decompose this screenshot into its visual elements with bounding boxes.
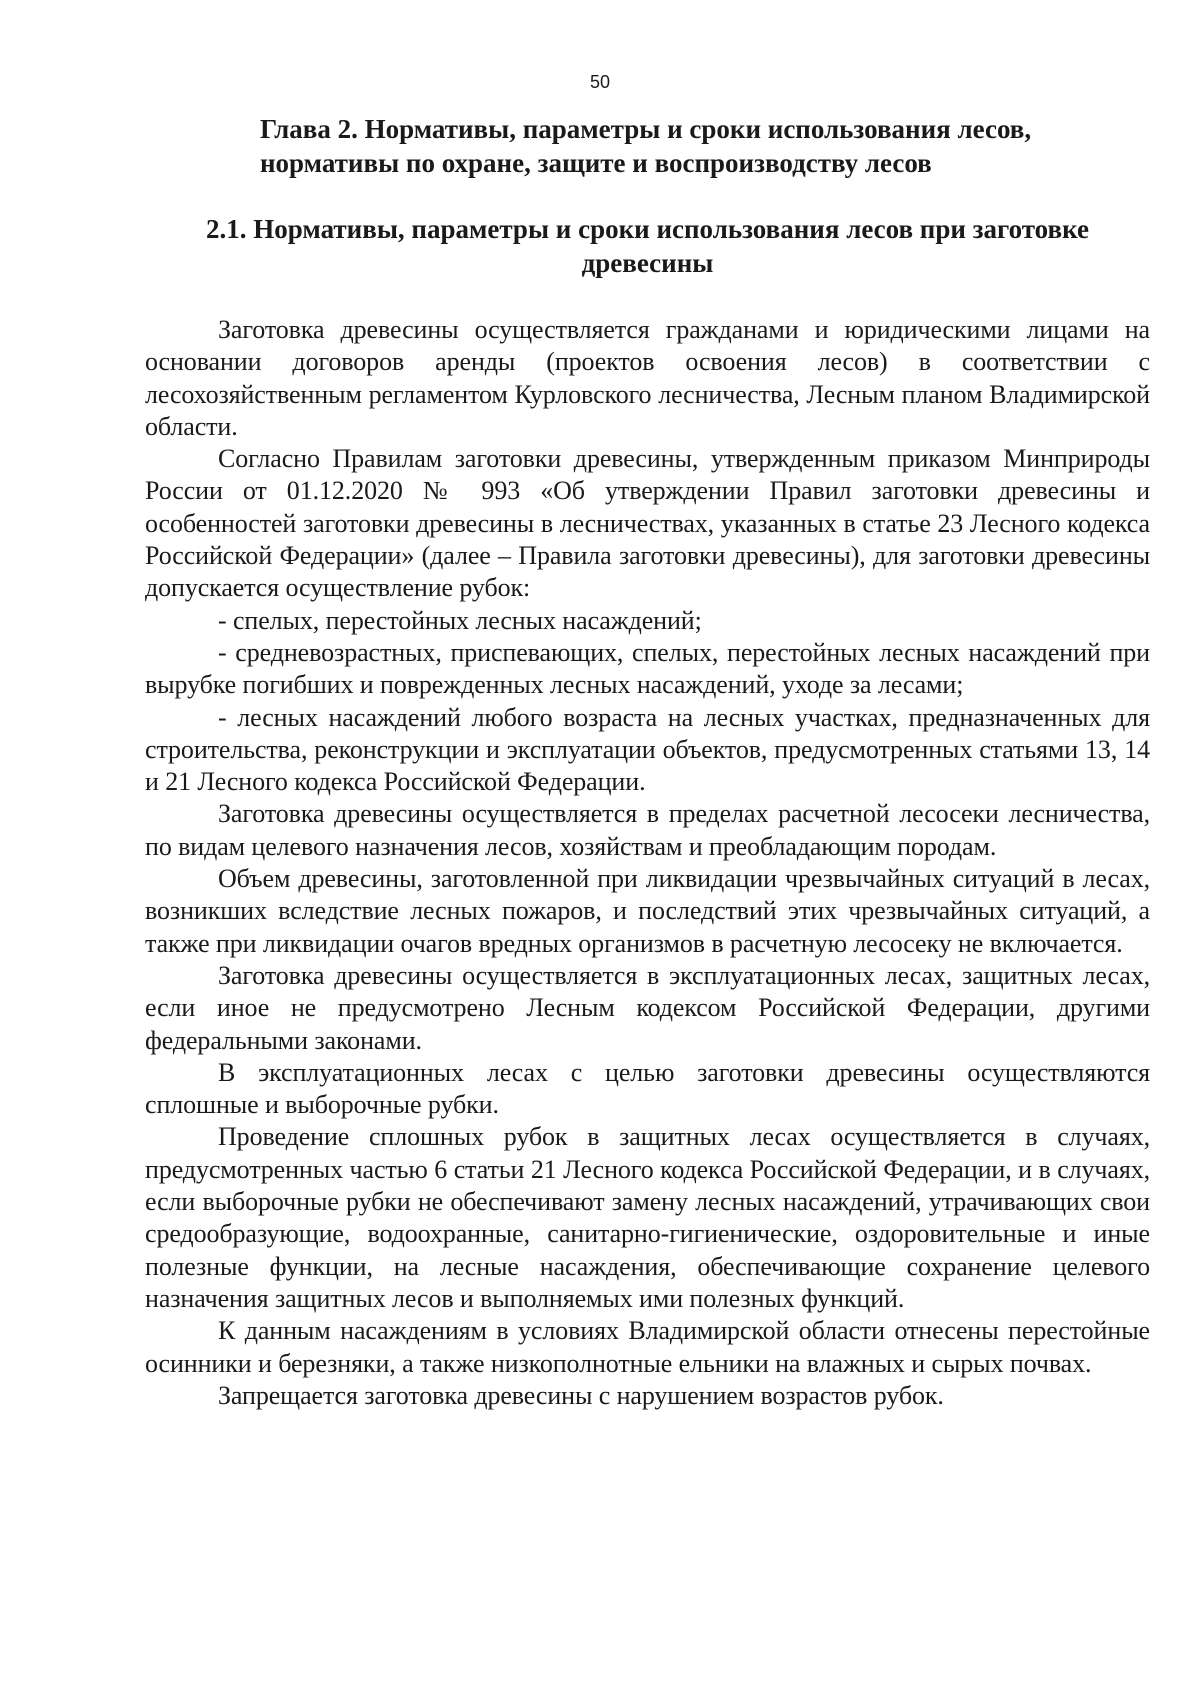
- paragraph: Объем древесины, заготовленной при ликвидации чрезвычайных ситуаций в лесах, возникших вследствие лесных пожаров, и последствий этих чрезвычайных ситуаций, а также при ликвидации очагов вредных организмов в расчетную лесосеку не включается.: [145, 864, 1150, 958]
- paragraph: Согласно Правилам заготовки древесины, утвержденным приказом Минприроды России от 01.12.2020 № 993 «Об утверждении Правил заготовки древесины и особенностей заготовки древесины в лесничествах, указанных в статье 23 Лесного кодекса Российской Федерации» (далее – Правила заготовки древесины), для заготовки древесины допускается осуществление рубок:: [145, 444, 1150, 603]
- document-body: [145, 314, 1150, 1412]
- section-title: 2.1. Нормативы, параметры и сроки использования лесов при заготовке древесины: [206, 214, 1089, 278]
- paragraph: К данным насаждениям в условиях Владимирской области отнесены перестойные осинники и березняки, а также низкополнотные ельники на влажных и сырых почвах.: [145, 1316, 1150, 1378]
- list-item: - спелых, перестойных лесных насаждений;: [218, 605, 702, 635]
- list-item: - средневозрастных, приспевающих, спелых, перестойных лесных насаждений при вырубке погибших и поврежденных лесных насаждений, уходе за лесами;: [145, 637, 1150, 700]
- paragraph: Проведение сплошных рубок в защитных лесах осуществляется в случаях, предусмотренных частью 6 статьи 21 Лесного кодекса Российской Федерации, и в случаях, если выборочные рубки не обеспечивают замену лесных насаждений, утрачивающих свои средообразующие, водоохранные, санитарно-гигиенические, оздоровительные и иные полезные функции, на лесные насаждения, обеспечивающие сохранение целевого назначения защитных лесов и выполняемых ими полезных функций.: [145, 1122, 1150, 1313]
- chapter-title: Глава 2. Нормативы, параметры и сроки использования лесов, нормативы по охране, защите и воспроизводству лесов: [260, 114, 1032, 178]
- paragraph: В эксплуатационных лесах с целью заготовки древесины осуществляются сплошные и выборочные рубки.: [145, 1057, 1150, 1120]
- list-item: - лесных насаждений любого возраста на лесных участках, предназначенных для строительства, реконструкции и эксплуатации объектов, предусмотренных статьями 13, 14 и 21 Лесного кодекса Российской Федерации.: [145, 702, 1150, 797]
- paragraph: Заготовка древесины осуществляется в эксплуатационных лесах, защитных лесах, если иное не предусмотрено Лесным кодексом Российской Федерации, другими федеральными законами.: [145, 960, 1150, 1055]
- paragraph: Запрещается заготовка древесины с нарушением возрастов рубок.: [218, 1380, 944, 1410]
- paragraph: Заготовка древесины осуществляется в пределах расчетной лесосеки лесничества, по видам целевого назначения лесов, хозяйствам и преобладающим породам.: [145, 799, 1150, 861]
- paragraph: Заготовка древесины осуществляется гражданами и юридическими лицами на основании договоров аренды (проектов освоения лесов) в соответствии с лесохозяйственным регламентом Курловского лесничества, Лесным планом Владимирской области.: [145, 315, 1150, 441]
- page-number: 50: [589, 72, 611, 92]
